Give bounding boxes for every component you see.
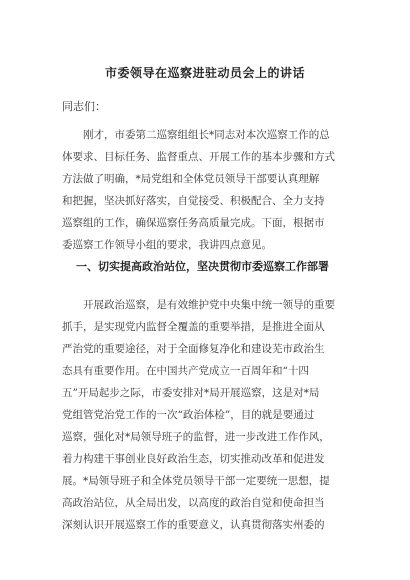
paragraph-line: 巡察组的工作，确保巡察任务高质量完成。下面，根据市 [62,217,325,229]
paragraph-line: 展。*局领导班子和全体党员领导干部一定要统一思想，提 [62,475,330,487]
paragraph-line: 和把握，坚决抓好落实，自觉接受、积极配合、全力支持 [62,195,325,207]
paragraph-line: 刚才，市委第二巡察组组长*同志对本次巡察工作的总 [62,129,330,141]
paragraph-line: 方法做了明确，*局党组和全体党员领导干部要认真理解 [62,173,320,185]
document-title: 市委领导在巡察进驻动员会上的讲话 [104,66,305,80]
paragraph-line: 态具有重要作用。在中国共产党成立一百周年和“十四 [62,365,309,377]
paragraph-line: 体要求、目标任务、监督重点、开展工作的基本步骤和方式 [62,151,335,163]
paragraph-line: 严治党的重要途径，对于全面修复净化和建设芜市政治生 [62,343,325,355]
paragraph-line: 委巡察工作领导小组的要求，我讲四点意见。 [62,239,272,251]
section-paragraph [62,294,355,536]
intro-paragraph [62,124,355,256]
paragraph-line: 着力构建干事创业良好政治生态，切实推动改革和促进发 [62,453,325,465]
salutation: 同志们： [62,100,106,113]
paragraph-line: 高政治站位，从全局出发，以高度的政治自觉和使命担当 [62,497,325,509]
section-heading: 一、切实提高政治站位，坚决贯彻市委巡察工作部署 [76,260,329,273]
paragraph-line: 抓手，是实现党内监督全覆盖的重要举措，是推进全面从 [62,321,325,333]
paragraph-line: 五”开局起步之际，市委安排对*局开展巡察，这是对*局 [62,387,320,399]
paragraph-line: 党组管党治党工作的一次“政治体检”，目的就是要通过 [62,409,315,421]
paragraph-line: 巡察，强化对*局领导班子的监督，进一步改进工作作风， [62,431,330,443]
paragraph-line: 深刻认识开展巡察工作的重要意义，认真贯彻落实州委的 [62,519,325,531]
paragraph-line: 开展政治巡察，是有效维护党中央集中统一领导的重要 [62,299,335,311]
